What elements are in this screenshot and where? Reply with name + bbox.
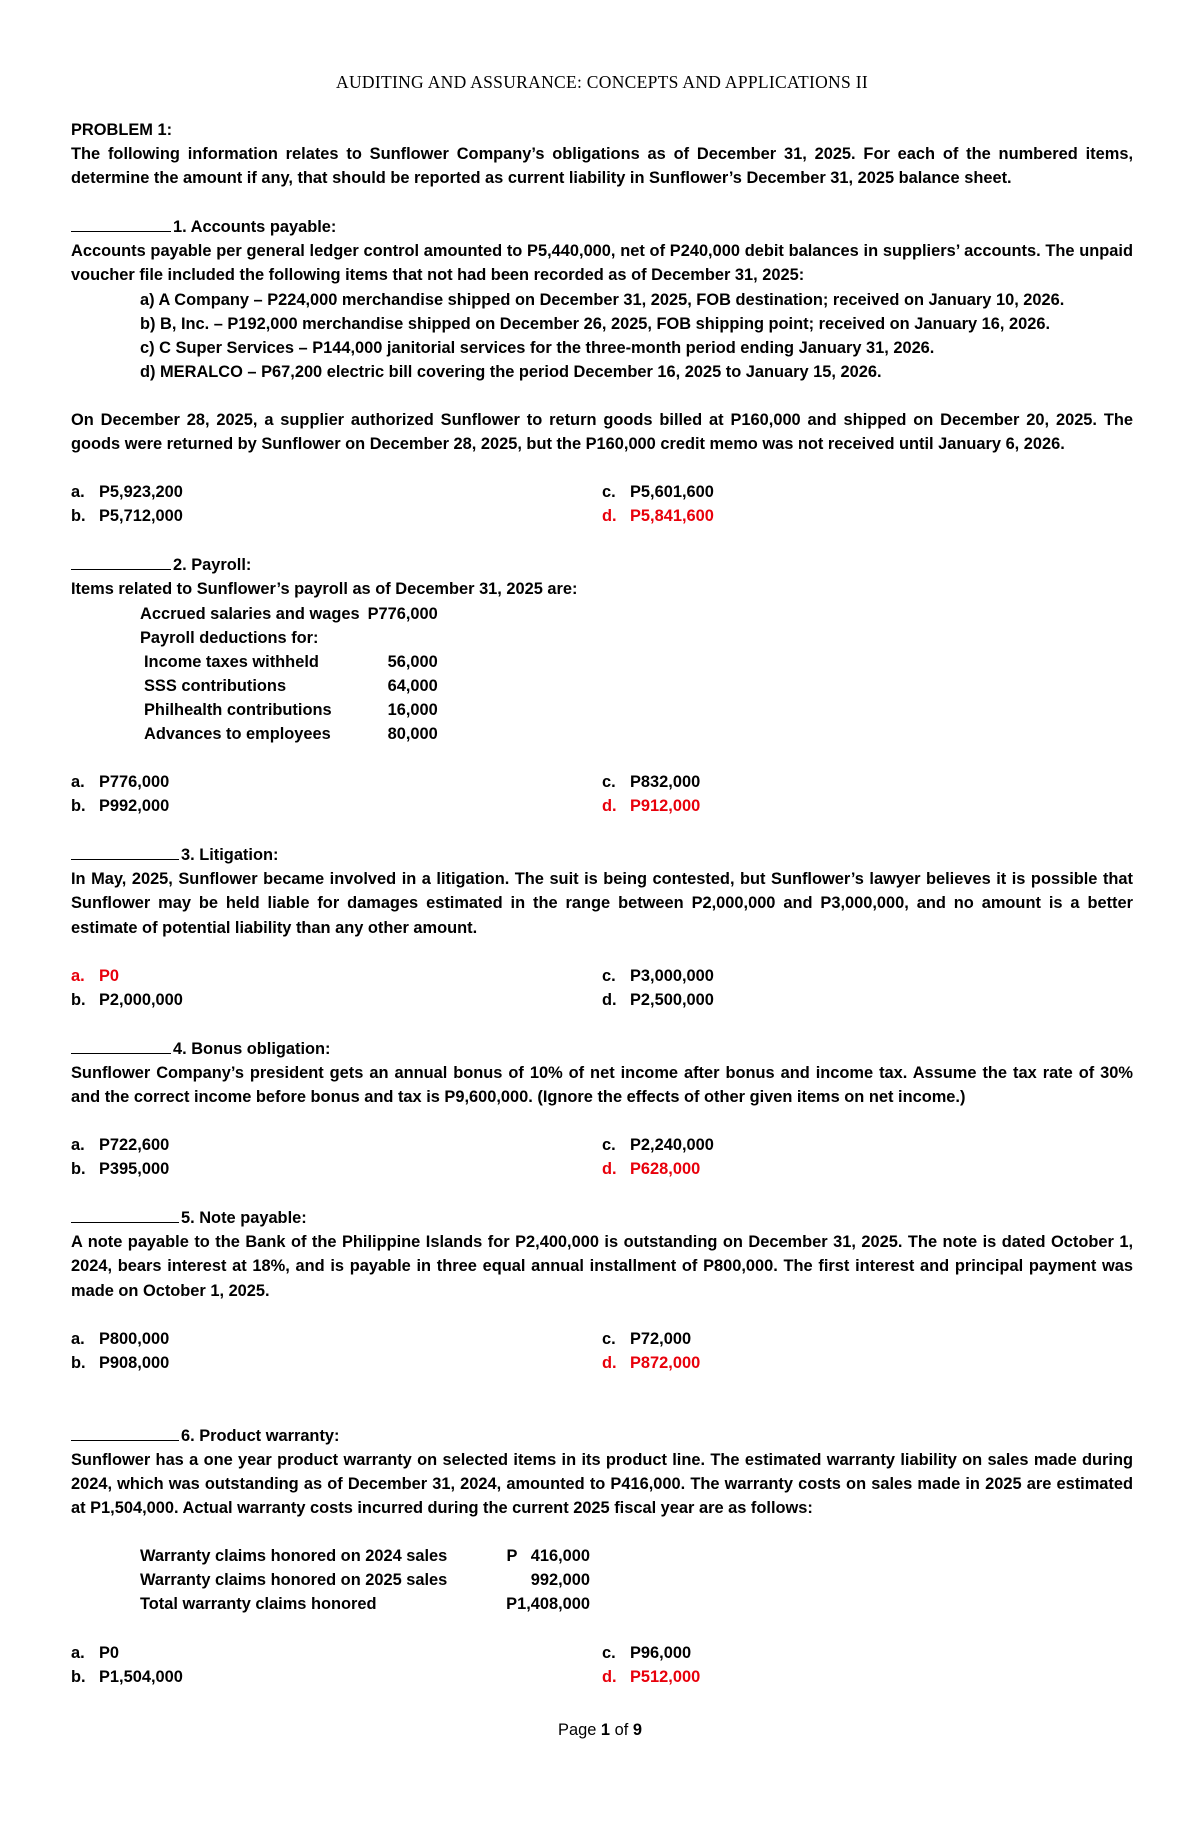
choice-a-correct[interactable]: a. P0 (71, 966, 120, 985)
answer-blank-4[interactable] (71, 1036, 171, 1054)
choice-d-correct[interactable]: d. P5,841,600 (602, 507, 714, 526)
choice-a[interactable]: a. P800,000 (71, 1329, 170, 1348)
choice-c[interactable]: c. P2,240,000 (602, 1136, 714, 1155)
choice-b[interactable]: b. P908,000 (71, 1353, 170, 1372)
choice-b[interactable]: b. P395,000 (71, 1160, 170, 1179)
choice-b[interactable]: b. P992,000 (71, 797, 170, 816)
answer-blank-1[interactable] (71, 214, 171, 232)
page-footer (0, 1718, 1200, 1742)
item-1-heading: 1. Accounts payable: (71, 214, 1133, 239)
item-3-choices (71, 964, 1133, 1012)
choice-a[interactable]: a. P776,000 (71, 773, 170, 792)
item-5-choices (71, 1327, 1133, 1375)
warranty-table (140, 1544, 590, 1616)
item-2-heading: 2. Payroll: (71, 552, 1133, 577)
choice-a[interactable]: a. P5,923,200 (71, 483, 183, 502)
choice-c[interactable]: c. P96,000 (602, 1643, 692, 1662)
choice-b[interactable]: b. P5,712,000 (71, 507, 183, 526)
subitem: d) MERALCO – P67,200 electric bill covering the period December 16, 2025 to January 15, 2026. (140, 362, 882, 381)
choice-c[interactable]: c. P3,000,000 (602, 966, 714, 985)
item-4-paragraph: Sunflower Company’s president gets an annual bonus of 10% of net income after bonus and income tax. Assume the tax rate of 30% and the correct income before bonus and tax is P9,600,000. (Ignore the effects of other given items on net income.) (71, 1063, 1133, 1106)
item-3-heading: 3. Litigation: (71, 842, 1133, 867)
item-5-heading: 5. Note payable: (71, 1205, 1133, 1230)
choice-c[interactable]: c. P832,000 (602, 773, 701, 792)
choice-d[interactable]: d. P2,500,000 (602, 990, 714, 1009)
footer-page-number: 1 (600, 1721, 611, 1739)
choice-c[interactable]: c. P5,601,600 (602, 483, 714, 502)
table-row: Warranty claims honored on 2025 sales 992,000 (140, 1571, 590, 1590)
table-row: Philhealth contributions 16,000 (144, 700, 438, 719)
payroll-table (140, 602, 438, 747)
choice-a[interactable]: a. P0 (71, 1643, 120, 1662)
choice-d-correct[interactable]: d. P512,000 (602, 1667, 701, 1686)
subitem: b) B, Inc. – P192,000 merchandise shipped on December 26, 2025, FOB shipping point; received on January 16, 2026. (140, 314, 1051, 333)
item-4-choices (71, 1133, 1133, 1181)
choice-d-correct[interactable]: d. P872,000 (602, 1353, 701, 1372)
choice-c[interactable]: c. P72,000 (602, 1329, 692, 1348)
answer-blank-2[interactable] (71, 552, 171, 570)
item-4-heading: 4. Bonus obligation: (71, 1036, 1133, 1061)
answer-blank-5[interactable] (71, 1205, 179, 1223)
item-1-paragraph: Accounts payable per general ledger control amounted to P5,440,000, net of P240,000 debit balances in suppliers’ accounts. The unpaid voucher file included the following items that not had been recorded as of December 31, 2025: (71, 242, 1133, 285)
item-1-return-paragraph: On December 28, 2025, a supplier authorized Sunflower to return goods billed at P160,000 and shipped on December 20, 2025. The goods were returned by Sunflower on December 28, 2025, but the P160,000 credit memo was not received until January 6, 2026. (71, 410, 1133, 454)
footer-page-total: 9 (632, 1721, 642, 1739)
item-2-paragraph: Items related to Sunflower’s payroll as of December 31, 2025 are: (71, 580, 578, 599)
footer-page-word: Page (558, 1721, 597, 1739)
item-1-subitems (71, 288, 1133, 384)
item-1-choices (71, 480, 1133, 528)
item-6-paragraph: Sunflower has a one year product warranty on selected items in its product line. The estimated warranty liability on sales made during 2024, which was outstanding as of December 31, 2024, amounted to P416,000. The warranty costs on sales made in 2025 are estimated at P1,504,000. Actual warranty costs incurred during the current 2025 fiscal year are as follows: (71, 1450, 1133, 1518)
table-row: Warranty claims honored on 2024 sales P 416,000 (140, 1547, 590, 1566)
table-row: Accrued salaries and wages P776,000 (140, 604, 438, 623)
table-row: Income taxes withheld 56,000 (144, 652, 438, 671)
problem-intro: The following information relates to Sunflower Company’s obligations as of December 31, 2025. For each of the numbered items, determine the amount if any, that should be reported as current liability in Sunflower’s December 31, 2025 balance sheet. (71, 145, 1133, 188)
subitem: a) A Company – P224,000 merchandise shipped on December 31, 2025, FOB destination; received on January 10, 2026. (140, 290, 1065, 309)
item-6-choices (71, 1641, 1133, 1689)
choice-d-correct[interactable]: d. P628,000 (602, 1160, 701, 1179)
choice-a[interactable]: a. P722,600 (71, 1136, 170, 1155)
page-title: AUDITING AND ASSURANCE: CONCEPTS AND APPLICATIONS II (336, 72, 868, 92)
table-row: Advances to employees 80,000 (144, 724, 438, 743)
answer-blank-6[interactable] (71, 1423, 179, 1441)
choice-d-correct[interactable]: d. P912,000 (602, 797, 701, 816)
table-row: SSS contributions 64,000 (144, 676, 438, 695)
item-5-paragraph: A note payable to the Bank of the Philippine Islands for P2,400,000 is outstanding on December 31, 2025. The note is dated October 1, 2024, bears interest at 18%, and is payable in three equal annual installment of P800,000. The first interest and principal payment was made on October 1, 2025. (71, 1233, 1133, 1300)
choice-b[interactable]: b. P2,000,000 (71, 990, 183, 1009)
choice-b[interactable]: b. P1,504,000 (71, 1667, 183, 1686)
item-3-paragraph: In May, 2025, Sunflower became involved in a litigation. The suit is being contested, but Sunflower’s lawyer believes it is possible that Sunflower may be held liable for damages estimated in the range between P2,000,000 and P3,000,000, and no amount is a better estimate of potential liability than any other amount. (71, 870, 1133, 937)
table-row: Payroll deductions for: (140, 628, 319, 647)
item-6-heading: 6. Product warranty: (71, 1423, 1133, 1448)
table-row: Total warranty claims honored P1,408,000 (140, 1595, 590, 1614)
subitem: c) C Super Services – P144,000 janitorial services for the three-month period ending January 31, 2026. (140, 338, 935, 357)
item-2-choices (71, 770, 1133, 818)
answer-blank-3[interactable] (71, 842, 179, 860)
problem-label: PROBLEM 1: (71, 121, 173, 139)
footer-of-word: of (614, 1721, 629, 1739)
